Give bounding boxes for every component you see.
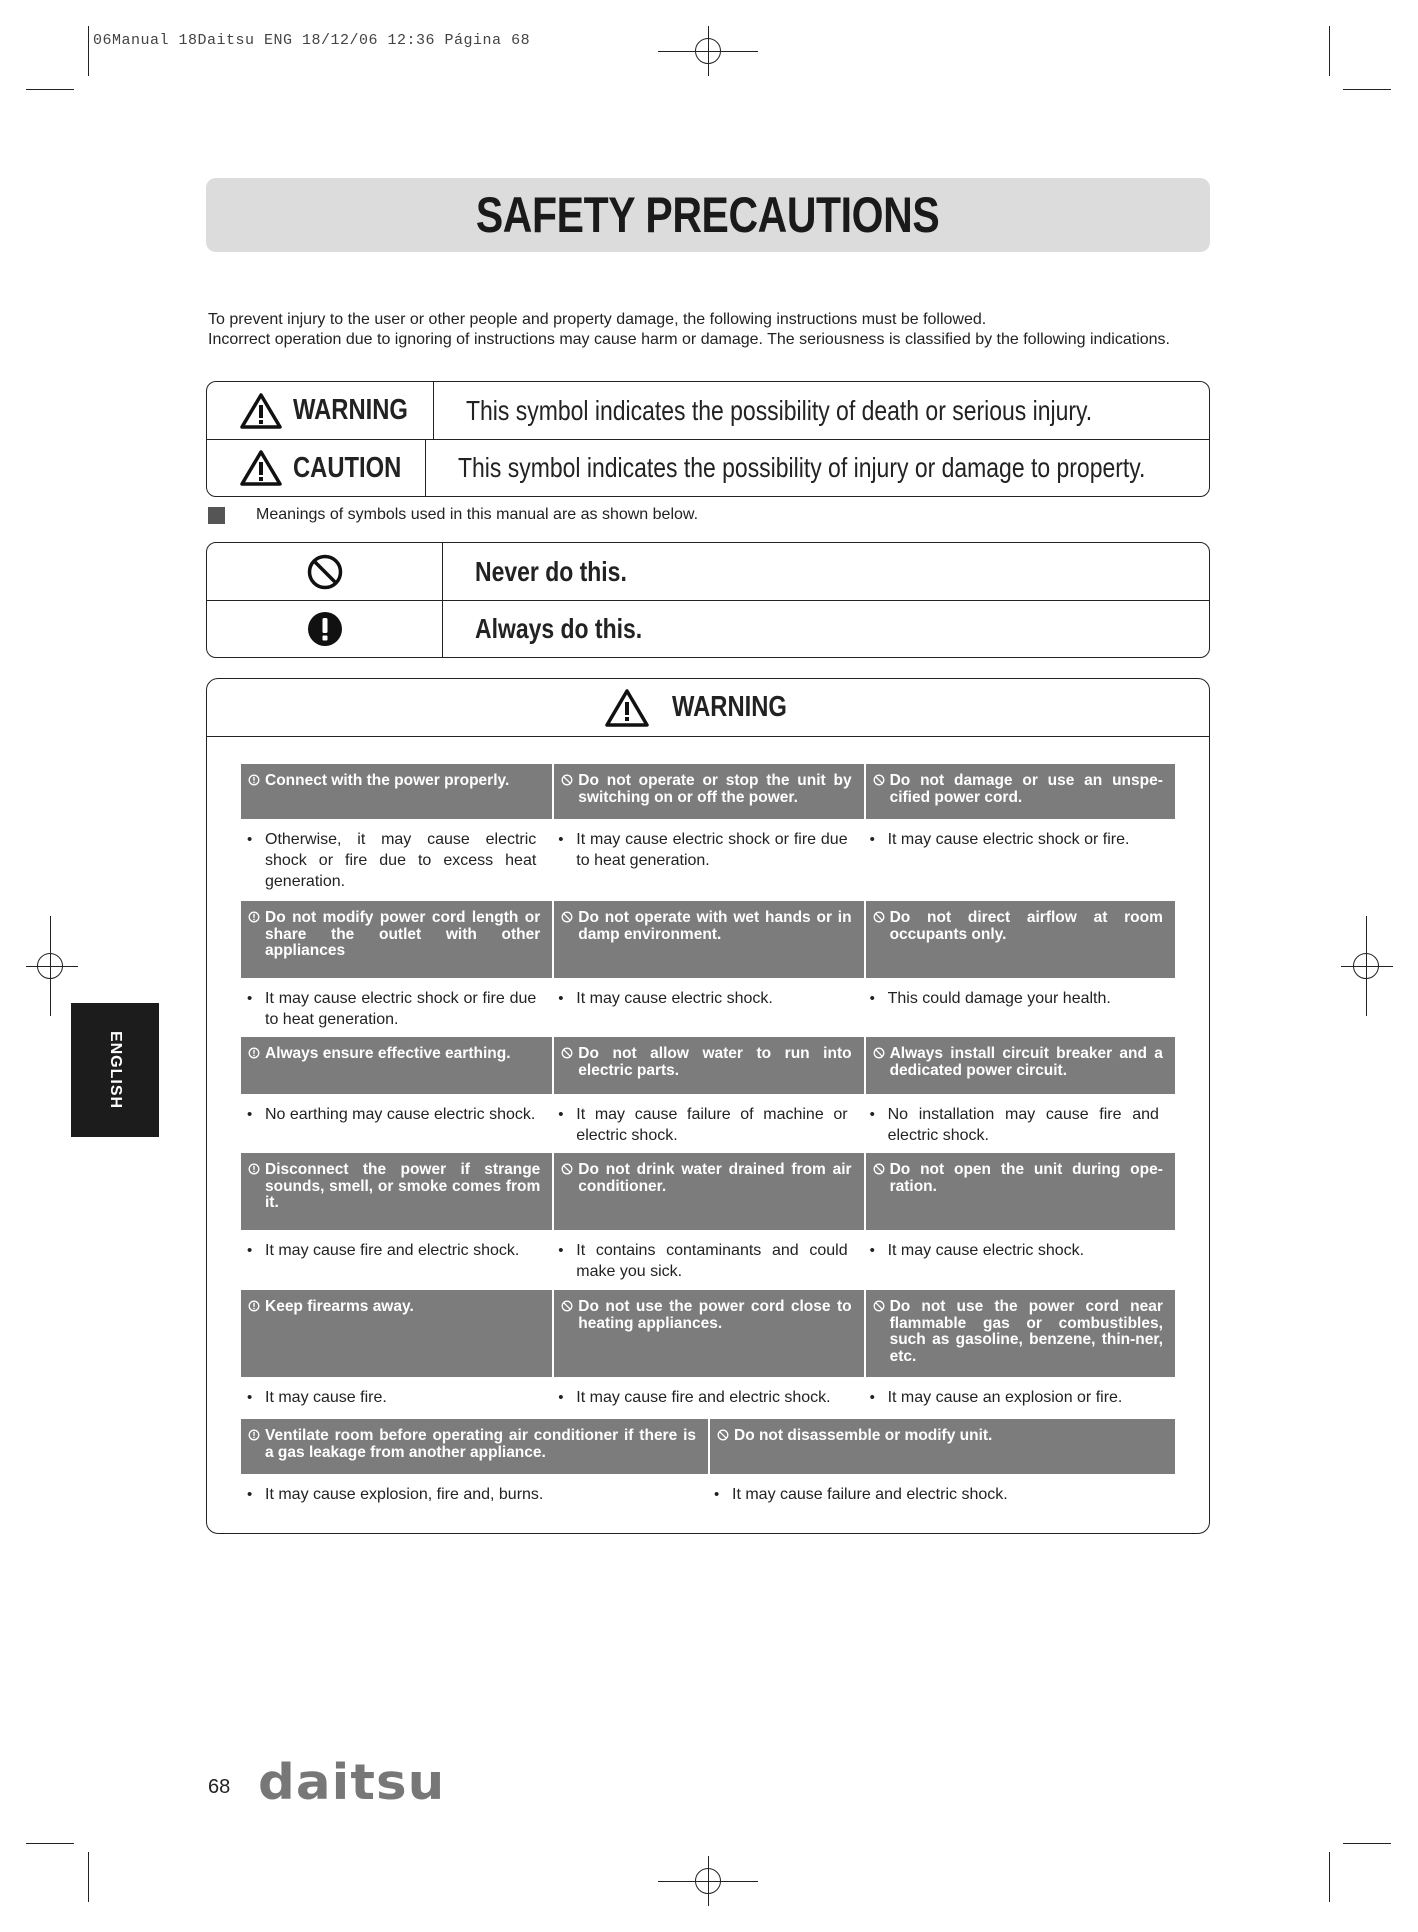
- indication-table: [206, 381, 1210, 497]
- mandatory-icon: [248, 1300, 260, 1312]
- warning-item-heading: [241, 764, 552, 819]
- warning-item-body: • No earthing may cause electric shock.: [241, 1094, 552, 1153]
- warning-item-heading: [552, 901, 863, 978]
- mandatory-icon: [248, 1047, 260, 1059]
- heading-text: Do not disassemble or modify unit.: [734, 1427, 993, 1444]
- caution-triangle-icon: [239, 449, 283, 487]
- mandatory-icon: [248, 1163, 260, 1175]
- heading-text: Do not allow water to run into electric parts.: [578, 1045, 852, 1079]
- warning-item-body: • No installation may cause fire and electric shock.: [864, 1094, 1175, 1153]
- indication-label: WARNING: [293, 394, 408, 426]
- heading-text: Do not open the unit during ope-ration.: [889, 1161, 1163, 1195]
- warning-item-body: • It may cause electric shock or fire due to heat generation.: [241, 978, 552, 1037]
- mandatory-icon: [248, 911, 260, 923]
- page-number: 68: [208, 1776, 231, 1798]
- mandatory-icon: [306, 610, 344, 648]
- meanings-note: [208, 506, 698, 524]
- intro-text: [208, 310, 1208, 350]
- warning-item-body: • This could damage your health.: [864, 978, 1175, 1037]
- indication-label: CAUTION: [293, 451, 402, 484]
- warning-item-heading: [241, 901, 552, 978]
- crop-mark: [26, 1843, 74, 1844]
- language-tab-label: ENGLISH: [107, 1030, 124, 1110]
- meanings-text: Meanings of symbols used in this manual are as shown below.: [256, 506, 699, 523]
- registration-mark: [695, 1868, 721, 1894]
- symbol-cell: [207, 601, 443, 657]
- heading-text: Do not operate or stop the unit by switching on or off the power.: [578, 772, 852, 806]
- heading-text: Do not use the power cord near flammable gas or combustibles, such as gasoline, benzene, thin-ner, etc.: [889, 1298, 1163, 1365]
- warning-body-row: [241, 1230, 1175, 1290]
- registration-mark: [1353, 953, 1379, 979]
- indication-text-cell: [434, 382, 1210, 439]
- warning-item-body: • It may cause fire.: [241, 1377, 552, 1419]
- warning-box-title: WARNING: [671, 691, 787, 723]
- warning-triangle-icon: [604, 688, 650, 728]
- warning-header-row: [241, 901, 1175, 978]
- bullet-square-icon: [208, 507, 225, 524]
- crop-mark: [26, 89, 74, 90]
- heading-text: Always ensure effective earthing.: [265, 1045, 511, 1062]
- indication-label-cell: [207, 382, 434, 439]
- indication-label-cell: [207, 440, 426, 496]
- title-bar: [206, 178, 1210, 252]
- warning-header-row: [241, 1037, 1175, 1094]
- prohibition-icon: [873, 911, 885, 923]
- heading-text: Do not use the power cord close to heating appliances.: [578, 1298, 852, 1332]
- heading-text: Do not operate with wet hands or in damp environment.: [578, 909, 852, 943]
- warning-item-body: • It may cause electric shock or fire due to heat generation.: [552, 819, 863, 901]
- warning-item-body: • It contains contaminants and could make you sick.: [552, 1230, 863, 1290]
- warning-item-heading: [241, 1153, 552, 1230]
- prohibition-icon: [561, 1300, 573, 1312]
- registration-mark: [37, 953, 63, 979]
- warning-item-body: • It may cause an explosion or fire.: [864, 1377, 1175, 1419]
- heading-text: Do not direct airflow at room occupants only.: [889, 909, 1163, 943]
- warning-header-row: [241, 1153, 1175, 1230]
- heading-text: Always install circuit breaker and a dedicated power circuit.: [889, 1045, 1163, 1079]
- indication-text: This symbol indicates the possibility of death or serious injury.: [466, 394, 1093, 426]
- symbol-text: Never do this.: [475, 555, 627, 587]
- symbol-text-cell: [443, 601, 1209, 657]
- warning-item-body: • It may cause fire and electric shock.: [552, 1377, 863, 1419]
- crop-mark: [1343, 89, 1391, 90]
- warning-item-heading: [552, 1290, 863, 1377]
- crop-mark: [1329, 1852, 1330, 1902]
- crop-mark: [88, 26, 89, 76]
- prohibition-icon: [873, 1047, 885, 1059]
- prohibition-icon: [873, 1163, 885, 1175]
- symbol-row: [207, 543, 1209, 600]
- heading-text: Disconnect the power if strange sounds, smell, or smoke comes from it.: [265, 1161, 541, 1211]
- warning-item-heading: [552, 1153, 863, 1230]
- warning-item-heading: [241, 1037, 552, 1094]
- mandatory-icon: [248, 774, 260, 786]
- registration-mark: [695, 38, 721, 64]
- symbol-text: Always do this.: [475, 613, 643, 644]
- brand-logo: daitsu: [258, 1754, 446, 1811]
- heading-text: Do not drink water drained from air conditioner.: [578, 1161, 852, 1195]
- warning-item-body: • It may cause electric shock.: [552, 978, 863, 1037]
- symbol-text-cell: [443, 543, 1209, 600]
- warning-item-body: • Otherwise, it may cause electric shock or fire due to excess heat generation.: [241, 819, 552, 901]
- warning-item-body: • It may cause electric shock.: [864, 1230, 1175, 1290]
- heading-text: Ventilate room before operating air conditioner if there is a gas leakage from another appliance.: [265, 1427, 696, 1461]
- warning-body-row: [241, 1377, 1175, 1419]
- warning-item-heading: [708, 1419, 1175, 1474]
- prohibition-icon: [561, 1047, 573, 1059]
- indication-row: [207, 439, 1209, 496]
- indication-row: [207, 382, 1209, 439]
- heading-text: Connect with the power properly.: [265, 772, 510, 789]
- heading-text: Do not modify power cord length or share the outlet with other appliances: [265, 909, 541, 959]
- intro-line: To prevent injury to the user or other people and property damage, the following instructions must be followed.: [208, 311, 987, 328]
- warning-item-body: • It may cause explosion, fire and, burns.: [241, 1474, 708, 1516]
- warning-box: [206, 678, 1210, 1534]
- warning-item-heading: [864, 1037, 1175, 1094]
- warning-header-row: [241, 1290, 1175, 1377]
- warning-item-body: • It may cause fire and electric shock.: [241, 1230, 552, 1290]
- warning-item-heading: [864, 764, 1175, 819]
- crop-mark: [88, 1852, 89, 1902]
- prohibition-icon: [561, 1163, 573, 1175]
- warning-header-row: [241, 764, 1175, 819]
- warning-item-heading: [241, 1419, 708, 1474]
- warning-body-row: [241, 978, 1175, 1037]
- prohibition-icon: [306, 553, 344, 591]
- indication-text-cell: [426, 440, 1210, 496]
- print-header: 06Manual 18Daitsu ENG 18/12/06 12:36 Página 68: [93, 32, 531, 49]
- warning-item-heading: [552, 1037, 863, 1094]
- prohibition-icon: [717, 1429, 729, 1441]
- heading-text: Do not damage or use an unspe-cified power cord.: [889, 772, 1163, 806]
- warning-item-heading: [864, 1290, 1175, 1377]
- warning-body-row: [241, 1094, 1175, 1153]
- symbol-cell: [207, 543, 443, 600]
- heading-text: Keep firearms away.: [265, 1298, 414, 1315]
- warning-item-heading: [864, 1153, 1175, 1230]
- warning-triangle-icon: [239, 392, 283, 430]
- warning-item-body: • It may cause electric shock or fire.: [864, 819, 1175, 901]
- page-title: SAFETY PRECAUTIONS: [476, 187, 940, 243]
- warning-item-heading: [241, 1290, 552, 1377]
- prohibition-icon: [873, 1300, 885, 1312]
- warning-header-row: [241, 1419, 1175, 1474]
- crop-mark: [1343, 1843, 1391, 1844]
- warning-body-row: [241, 819, 1175, 901]
- language-tab: [71, 1003, 159, 1137]
- warning-box-header: [207, 679, 1209, 737]
- prohibition-icon: [561, 911, 573, 923]
- prohibition-icon: [561, 774, 573, 786]
- warning-grid: [241, 764, 1175, 1516]
- crop-mark: [1329, 26, 1330, 76]
- warning-item-body: • It may cause failure and electric shock.: [708, 1474, 1175, 1516]
- symbol-table: [206, 542, 1210, 658]
- warning-item-heading: [864, 901, 1175, 978]
- symbol-row: [207, 600, 1209, 657]
- warning-body-row: [241, 1474, 1175, 1516]
- intro-line: Incorrect operation due to ignoring of instructions may cause harm or damage. The seriousness is classified by the following indications.: [208, 331, 1170, 348]
- prohibition-icon: [873, 774, 885, 786]
- warning-item-heading: [552, 764, 863, 819]
- mandatory-icon: [248, 1429, 260, 1441]
- warning-item-body: • It may cause failure of machine or electric shock.: [552, 1094, 863, 1153]
- indication-text: This symbol indicates the possibility of injury or damage to property.: [458, 452, 1146, 483]
